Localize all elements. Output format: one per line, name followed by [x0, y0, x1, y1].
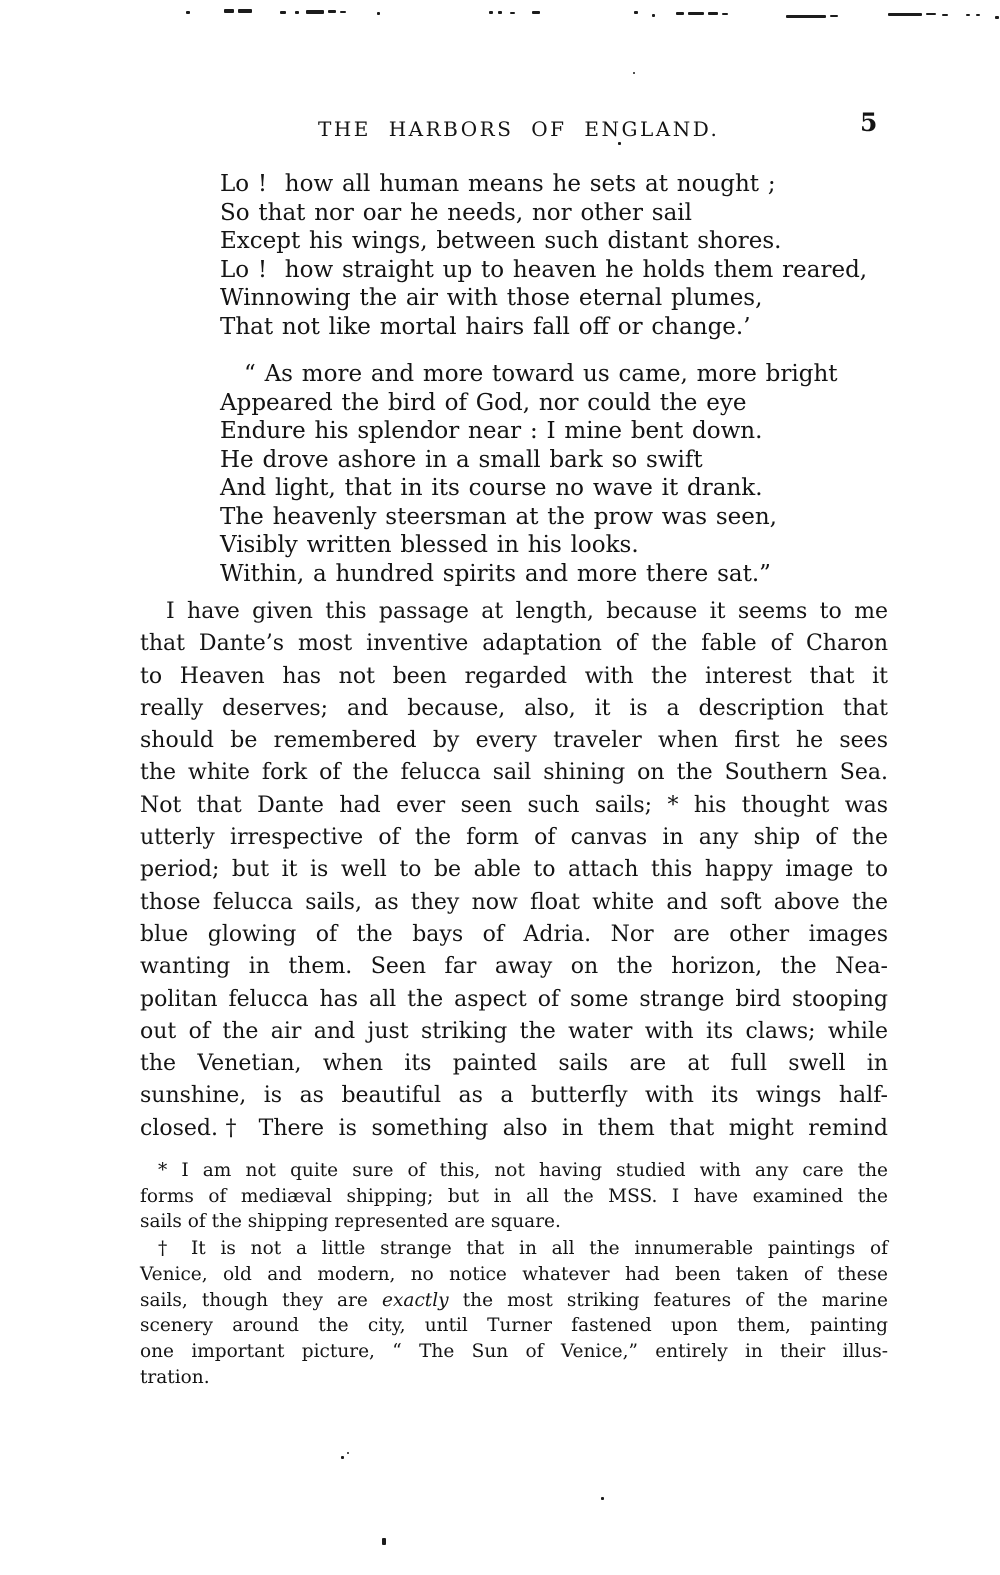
scan-artifact	[633, 72, 635, 74]
scan-artifact	[942, 14, 948, 16]
verse-line: Winnowing the air with those eternal plumes,	[220, 285, 763, 311]
verse-line: That not like mortal hairs fall off or change.’	[220, 313, 751, 340]
footnote-line: forms of mediæval shipping; but in all the MSS. I have examined the	[140, 1185, 888, 1207]
verse-block-2	[220, 360, 838, 588]
footnote-asterisk	[140, 1158, 888, 1235]
scan-artifact	[888, 13, 922, 16]
scan-artifact	[306, 10, 324, 14]
italic-text: exactly	[382, 1289, 449, 1311]
scan-artifact	[688, 12, 704, 15]
paragraph-line: sunshine, is as beautiful as a butterfly with its wings half-	[140, 1083, 888, 1109]
running-header: THE HARBORS OF ENGLAND.	[318, 117, 720, 141]
footnotes-section	[140, 1158, 888, 1391]
paragraph-line: really deserves; and because, also, it is a description that	[140, 695, 888, 721]
paragraph-line: those felucca sails, as they now float white and soft above the	[140, 889, 888, 915]
scan-artifact	[976, 14, 980, 16]
footnote-line: * I am not quite sure of this, not having studied with any care the	[158, 1160, 888, 1181]
paragraph-line: the Venetian, when its painted sails are at full swell in	[140, 1051, 888, 1077]
footnote-line: † It is not a little strange that in all the innumerable paintings of	[158, 1238, 888, 1260]
scan-artifact	[340, 11, 346, 13]
scan-artifact	[280, 11, 286, 14]
verse-line: The heavenly steersman at the prow was seen,	[220, 503, 777, 530]
scan-artifact	[238, 9, 252, 13]
footnote-line: sails of the shipping represented are square.	[140, 1211, 561, 1233]
scan-artifact	[186, 11, 190, 14]
verse-line: Lo ! how all human means he sets at nought ;	[220, 171, 776, 197]
scan-artifact	[224, 9, 234, 13]
verse-line: Appeared the bird of God, nor could the eye	[220, 389, 747, 416]
plain-text: sails, though they are	[140, 1289, 383, 1311]
verse-line: Visibly written blessed in his looks.	[220, 532, 639, 558]
footnote-line: one important picture, “ The Sun of Venice,” entirely in their illus-	[140, 1340, 888, 1362]
scan-artifact	[510, 12, 515, 14]
scan-artifact	[830, 15, 838, 17]
scan-artifact	[347, 1452, 349, 1454]
scan-artifact	[926, 13, 936, 15]
scan-artifact	[786, 15, 826, 18]
scan-artifact	[708, 12, 718, 15]
scan-artifact	[382, 1538, 386, 1545]
paragraph-line: politan felucca has all the aspect of some strange bird stooping	[140, 986, 888, 1012]
scan-artifact	[328, 10, 336, 13]
scan-artifact	[995, 16, 999, 19]
plain-text: the most striking features of the marine	[448, 1289, 888, 1311]
footnote-line: scenery around the city, until Turner fastened upon them, painting	[140, 1315, 888, 1337]
footnote-line: tration.	[140, 1366, 210, 1388]
scan-artifact	[634, 11, 638, 14]
paragraph-line: I have given this passage at length, because it seems to me	[166, 599, 888, 624]
verse-line: Within, a hundred spirits and more there sat.”	[220, 560, 771, 587]
paragraph-line: Not that Dante had ever seen such sails; * his thought was	[140, 792, 888, 818]
scan-artifact	[377, 12, 380, 15]
scan-artifact	[722, 13, 728, 15]
paragraph-line: period; but it is well to be able to attach this happy image to	[140, 857, 888, 883]
verse-line: He drove ashore in a small bark so swift	[220, 446, 703, 473]
scan-artifact	[618, 142, 621, 145]
paragraph-line: out of the air and just striking the water with its claws; while	[140, 1018, 888, 1044]
footnote-line: Venice, old and modern, no notice whatever had been taken of these	[140, 1263, 888, 1285]
scan-artifact	[966, 14, 970, 16]
scan-artifact	[489, 11, 493, 14]
scan-artifact	[498, 11, 502, 14]
verse-line: So that nor oar he needs, nor other sail	[220, 199, 692, 226]
paragraph-line: wanting in them. Seen far away on the horizon, the Nea-	[140, 954, 888, 980]
footnote-line	[140, 1288, 888, 1314]
paragraph-line: that Dante’s most inventive adaptation of the fable of Charon	[140, 631, 888, 657]
paragraph-line: should be remembered by every traveler when first he sees	[140, 728, 888, 754]
scan-artifact	[601, 1497, 604, 1500]
paragraph-line: closed.† There is something also in them that might remind	[140, 1115, 888, 1141]
scan-artifact	[295, 11, 299, 14]
verse-block-1	[220, 170, 867, 341]
verse-line: Except his wings, between such distant shores.	[220, 228, 782, 254]
body-paragraph	[140, 596, 888, 1145]
verse-line: Lo ! how straight up to heaven he holds them reared,	[220, 256, 868, 283]
verse-line: And light, that in its course no wave it drank.	[220, 475, 763, 501]
footnote-dagger	[140, 1236, 888, 1390]
paragraph-line: to Heaven has not been regarded with the interest that it	[140, 663, 888, 689]
verse-line: Endure his splendor near : I mine bent down.	[220, 418, 763, 444]
scan-artifact	[532, 11, 540, 14]
paragraph-line: utterly irrespective of the form of canvas in any ship of the	[140, 825, 888, 851]
scan-artifact	[652, 14, 655, 17]
verse-line: “ As more and more toward us came, more bright	[244, 361, 838, 387]
scan-artifact	[676, 12, 684, 15]
page-number: 5	[860, 108, 878, 137]
scan-artifact	[341, 1456, 344, 1459]
paragraph-line: the white fork of the felucca sail shining on the Southern Sea.	[140, 760, 888, 786]
paragraph-line: blue glowing of the bays of Adria. Nor are other images	[140, 921, 888, 947]
